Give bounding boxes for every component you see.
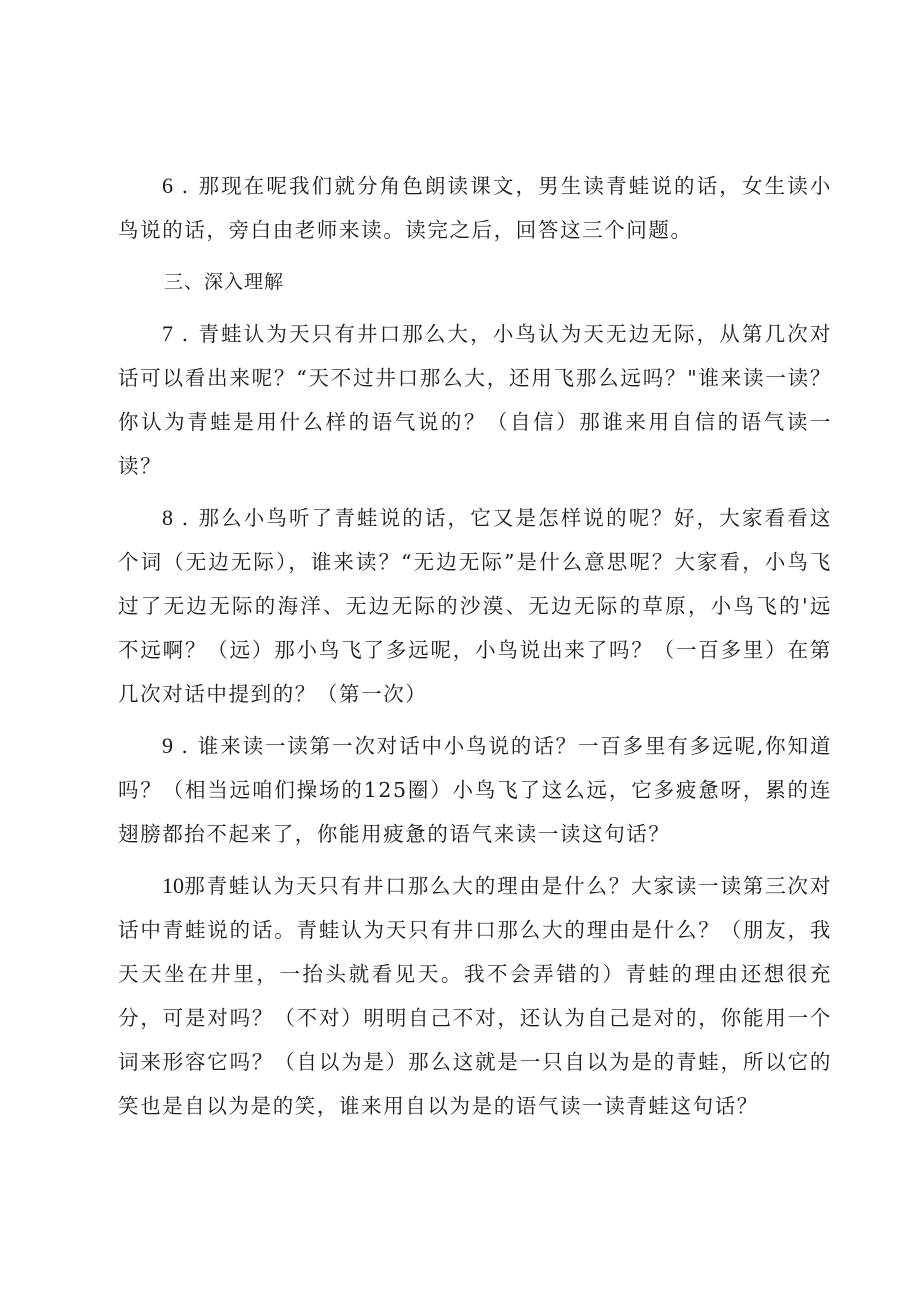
paragraph-text: . 那么小鸟听了青蛙说的话，它又是怎样说的呢？好，大家看看这个词（无边无际），谁来读？“无边无际”是什么意思呢？大家看，小鸟飞过了无边无际的海洋、无边无际的沙漠、无边无际的草原，小鸟飞的'远不远啊？（远）那小鸟飞了多远呢，小鸟说出来了吗？（一百多里）在第几次对话中提到的？（第一次） — [118, 506, 832, 706]
paragraph-text: . 那现在呢我们就分角色朗读课文，男生读青蛙说的话，女生读小鸟说的话，旁白由老师来读。读完之后，回答这三个问题。 — [118, 174, 832, 242]
paragraph-6 — [118, 164, 832, 252]
paragraph-8 — [118, 496, 832, 716]
paragraph-number: 10 — [162, 873, 184, 898]
document-body — [118, 164, 832, 1136]
paragraph-text: . 青蛙认为天只有井口那么大，小鸟认为天无边无际，从第几次对话可以看出来呢？“天不过井口那么大，还用飞那么远吗？"谁来读一读？你认为青蛙是用什么样的语气说的？（自信）那谁来用自信的语气读一读？ — [118, 322, 832, 478]
paragraph-10 — [118, 864, 832, 1128]
paragraph-text: 那青蛙认为天只有井口那么大的理由是什么？大家读一读第三次对话中青蛙说的话。青蛙认为天只有井口那么大的理由是什么？（朋友，我天天坐在井里，一抬头就看见天。我不会弄错的）青蛙的理由还想很充分，可是对吗？（不对）明明自己不对，还认为自己是对的，你能用一个词来形容它吗？（自以为是）那么这就是一只自以为是的青蛙，所以它的笑也是自以为是的笑，谁来用自以为是的语气读一读青蛙这句话？ — [118, 874, 832, 1118]
paragraph-9 — [118, 724, 832, 856]
paragraph-text: . 谁来读一读第一次对话中小鸟说的话？一百多里有多远呢,你知道吗？（相当远咱们操场的125圈）小鸟飞了这么远，它多疲惫呀，累的连翅膀都抬不起来了，你能用疲惫的语气来读一读这句话？ — [118, 734, 832, 846]
paragraph-number: 6 — [162, 173, 173, 198]
paragraph-number: 8 — [162, 505, 173, 530]
section-heading: 三、深入理解 — [164, 271, 285, 293]
paragraph-number: 7 — [162, 321, 173, 346]
paragraph-7 — [118, 312, 832, 488]
paragraph-number: 9 — [162, 733, 173, 758]
